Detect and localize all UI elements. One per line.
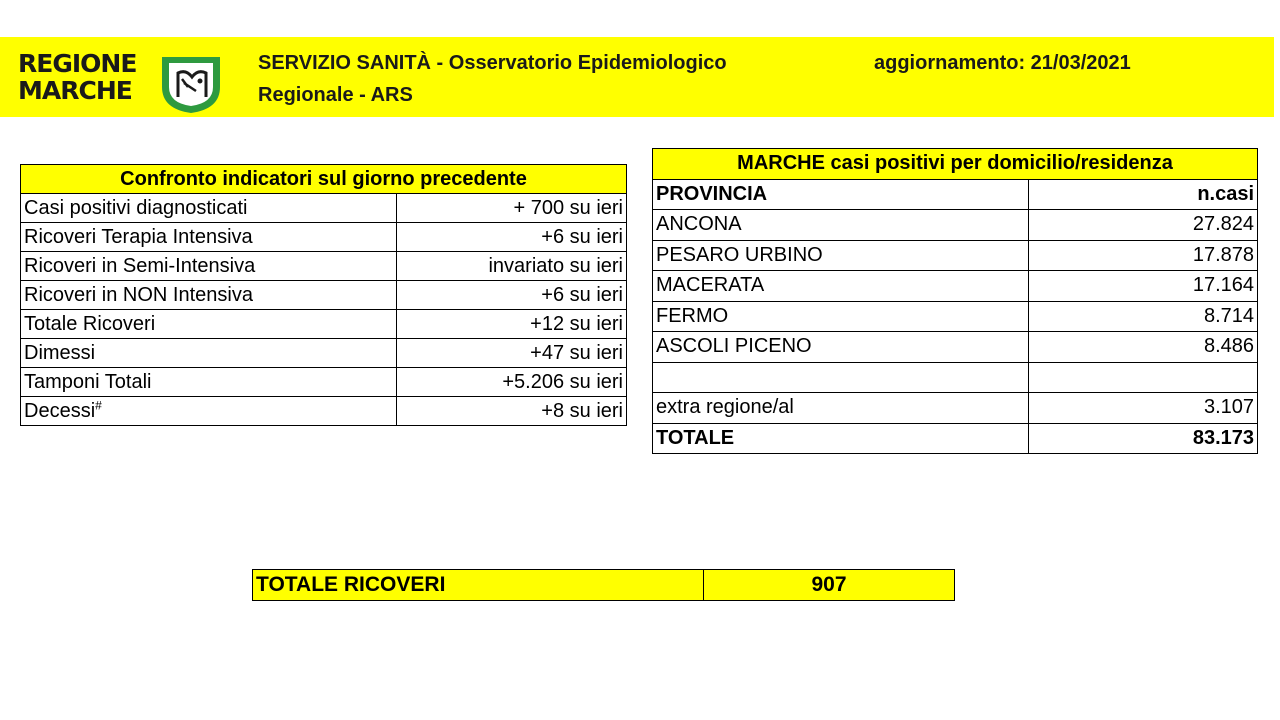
province-table xyxy=(652,148,1258,454)
hospital-total-table xyxy=(252,569,955,601)
logo-text xyxy=(18,50,136,104)
comparison-caption: Confronto indicatori sul giorno precedente xyxy=(21,165,627,194)
column-header-cases: n.casi xyxy=(1029,179,1258,210)
province-caption: MARCHE casi positivi per domicilio/residenza xyxy=(653,149,1258,180)
indicator-label: Totale Ricoveri xyxy=(21,310,397,339)
header-banner xyxy=(0,37,1274,117)
table-row xyxy=(21,397,627,426)
province-name: MACERATA xyxy=(653,271,1029,302)
indicator-value: +5.206 su ieri xyxy=(397,368,627,397)
comparison-table xyxy=(20,164,627,426)
province-cases: 17.878 xyxy=(1029,240,1258,271)
indicator-label: Dimessi xyxy=(21,339,397,368)
province-cases: 27.824 xyxy=(1029,210,1258,241)
update-date: aggiornamento: 21/03/2021 xyxy=(874,52,1131,74)
province-name: ANCONA xyxy=(653,210,1029,241)
table-row xyxy=(653,393,1258,424)
marche-emblem-icon xyxy=(158,53,224,115)
regione-marche-logo xyxy=(18,50,228,112)
indicator-value: +47 su ieri xyxy=(397,339,627,368)
indicator-label: Ricoveri in NON Intensiva xyxy=(21,281,397,310)
table-row xyxy=(653,271,1258,302)
column-header-province: PROVINCIA xyxy=(653,179,1029,210)
indicator-value: +12 su ieri xyxy=(397,310,627,339)
indicator-label: Tamponi Totali xyxy=(21,368,397,397)
indicator-label-cell xyxy=(21,397,397,426)
indicator-label: Ricoveri Terapia Intensiva xyxy=(21,223,397,252)
province-name: PESARO URBINO xyxy=(653,240,1029,271)
province-name: FERMO xyxy=(653,301,1029,332)
indicator-label: Ricoveri in Semi-Intensiva xyxy=(21,252,397,281)
logo-line-2: MARCHE xyxy=(18,76,132,105)
table-row xyxy=(21,223,627,252)
province-cases: 17.164 xyxy=(1029,271,1258,302)
header-title-line-2: Regionale - ARS xyxy=(258,84,413,106)
header-title xyxy=(258,47,818,111)
province-cases: 8.714 xyxy=(1029,301,1258,332)
logo-line-1: REGIONE xyxy=(18,49,137,78)
province-cases: 8.486 xyxy=(1029,332,1258,363)
indicator-value: +6 su ieri xyxy=(397,223,627,252)
hospital-total-value: 907 xyxy=(704,570,955,601)
table-row xyxy=(653,362,1258,393)
hospital-total-label: TOTALE RICOVERI xyxy=(253,570,704,601)
table-row xyxy=(21,310,627,339)
table-row xyxy=(653,210,1258,241)
province-name: ASCOLI PICENO xyxy=(653,332,1029,363)
province-name: extra regione/al xyxy=(653,393,1029,424)
indicator-value: +6 su ieri xyxy=(397,281,627,310)
province-name xyxy=(653,362,1029,393)
table-row xyxy=(21,252,627,281)
province-cases: 3.107 xyxy=(1029,393,1258,424)
table-row xyxy=(653,301,1258,332)
indicator-label: Casi positivi diagnosticati xyxy=(21,194,397,223)
table-row xyxy=(21,281,627,310)
province-header-row xyxy=(653,179,1258,210)
province-total-label: TOTALE xyxy=(653,423,1029,454)
table-row xyxy=(21,339,627,368)
table-row xyxy=(653,240,1258,271)
province-total-row xyxy=(653,423,1258,454)
table-row xyxy=(21,194,627,223)
footnote-mark: # xyxy=(95,398,102,413)
indicator-value: invariato su ieri xyxy=(397,252,627,281)
indicator-value: + 700 su ieri xyxy=(397,194,627,223)
comparison-caption-row xyxy=(21,165,627,194)
indicator-label: Decessi xyxy=(24,400,96,422)
province-total-value: 83.173 xyxy=(1029,423,1258,454)
indicator-value: +8 su ieri xyxy=(397,397,627,426)
province-cases xyxy=(1029,362,1258,393)
table-row xyxy=(653,332,1258,363)
table-row xyxy=(21,368,627,397)
hospital-total-row xyxy=(253,570,955,601)
header-title-line-1: SERVIZIO SANITÀ - Osservatorio Epidemiologico xyxy=(258,52,727,74)
province-caption-row xyxy=(653,149,1258,180)
